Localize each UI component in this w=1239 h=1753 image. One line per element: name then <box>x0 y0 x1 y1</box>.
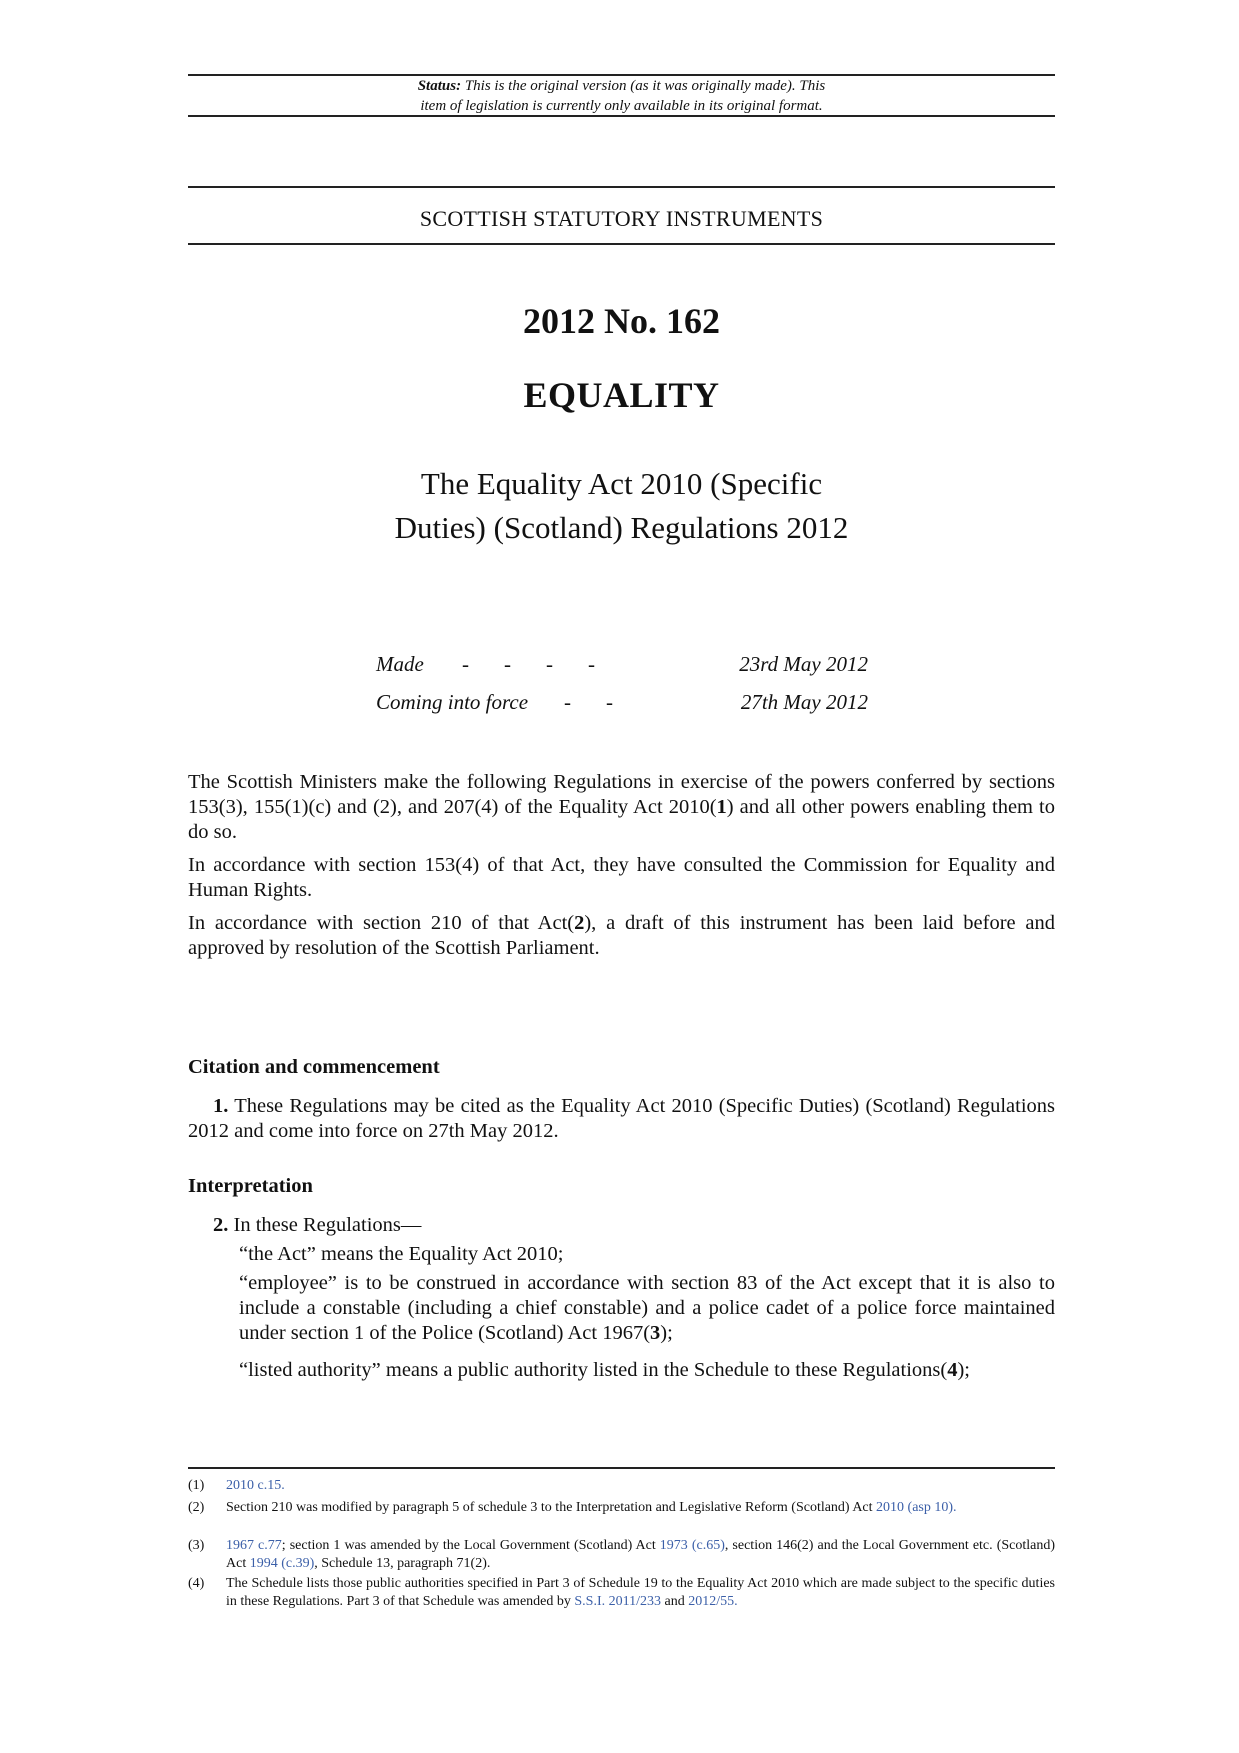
legislation-link[interactable]: 1994 (c.39) <box>249 1556 315 1571</box>
footnote-ref-4[interactable]: 4 <box>947 1359 958 1381</box>
preamble-p3-text-b: ), a draft of this instrument has been laid before and approved by resolution of the Scottish Parliament. <box>188 912 1055 959</box>
series-title: SCOTTISH STATUTORY INSTRUMENTS <box>419 206 824 231</box>
definition-employee-text-b: ); <box>660 1322 673 1344</box>
instrument-number: 2012 No. 162 <box>523 301 720 341</box>
legislation-link[interactable]: 2010 c.15. <box>226 1478 285 1493</box>
definition-listed-authority <box>239 1358 1055 1383</box>
footnote-ref-3[interactable]: 3 <box>650 1322 661 1344</box>
definition-listed-text-a: “listed authority” means a public authority listed in the Schedule to these Regulations( <box>239 1359 948 1381</box>
status-label: Status: <box>417 78 462 94</box>
made-dash-4: - <box>588 652 595 676</box>
legislation-link[interactable]: 2010 (asp 10). <box>876 1500 957 1515</box>
force-date: 27th May 2012 <box>740 690 868 714</box>
made-dash-3: - <box>546 652 553 676</box>
preamble-paragraph-2: In accordance with section 153(4) of that Act, they have consulted the Commission for Equality and Human Rights. <box>188 854 1055 901</box>
preamble-paragraph-1 <box>188 770 1055 845</box>
legislation-link[interactable]: 1967 c.77 <box>226 1538 282 1553</box>
footnote-text <box>226 1537 1055 1573</box>
preamble-p1-text-a: The Scottish Ministers make the following Regulations in exercise of the powers conferred by sections 153(3), 155(1)(c) and (2), and 207(4) of the Equality Act 2010( <box>188 771 1055 818</box>
definition-employee-text-a: “employee” is to be construed in accordance with section 83 of the Act except that it is also to include a constable (including a chief constable) and a police cadet of a police force maintained under section 1 of the Police (Scotland) Act 1967( <box>239 1272 1055 1344</box>
legislation-link[interactable]: 1973 (c.65) <box>659 1538 725 1553</box>
preamble-p3-text-a: In accordance with section 210 of that Act( <box>188 912 575 934</box>
citation-heading: Citation and commencement <box>188 1056 440 1078</box>
legislation-link[interactable]: 2012/55. <box>688 1594 738 1609</box>
regulation-1-number: 1. <box>213 1095 229 1117</box>
title-line-1: The Equality Act 2010 (Specific <box>420 466 823 501</box>
footnote-text <box>226 1575 1055 1611</box>
footnote-number: (1) <box>188 1478 205 1493</box>
made-date: 23rd May 2012 <box>739 652 868 676</box>
footnote-text-part: ; section 1 was amended by the Local Government (Scotland) Act <box>281 1538 660 1553</box>
instrument-title <box>188 462 1055 550</box>
made-label: Made <box>376 652 424 676</box>
force-dash-2: - <box>606 690 613 714</box>
made-dash-1: - <box>462 652 469 676</box>
regulation-2 <box>188 1213 1055 1238</box>
preamble-paragraph-3 <box>188 911 1055 961</box>
footnote-number: (4) <box>188 1576 205 1591</box>
subject-heading: EQUALITY <box>523 375 720 415</box>
footnote-text <box>226 1499 1055 1517</box>
footnote-number: (3) <box>188 1538 205 1553</box>
status-line-1: This is the original version (as it was originally made). This <box>464 78 826 94</box>
definition-listed-text-b: ); <box>957 1359 971 1381</box>
document-page <box>188 0 1055 1753</box>
title-line-2: Duties) (Scotland) Regulations 2012 <box>394 510 849 545</box>
footnote-text-part: and <box>660 1594 689 1609</box>
footnote-text <box>226 1477 1055 1495</box>
footnote-text-part: The Schedule lists those public authorities specified in Part 3 of Schedule 19 to the Equality Act 2010 which are made subject to the specific duties in these Regulations. Part 3 of that Schedule was amended by <box>226 1576 1055 1609</box>
footnote-number: (2) <box>188 1500 205 1515</box>
definition-the-act: “the Act” means the Equality Act 2010; <box>239 1243 564 1265</box>
footnote-text-part: , Schedule 13, paragraph 71(2). <box>314 1556 491 1571</box>
regulation-2-number: 2. <box>213 1214 229 1236</box>
regulation-1-text: These Regulations may be cited as the Equality Act 2010 (Specific Duties) (Scotland) Regulations 2012 and come into force on 27th May 2012. <box>188 1095 1055 1142</box>
legislation-link[interactable]: S.S.I. 2011/233 <box>574 1594 661 1609</box>
regulation-2-text: In these Regulations— <box>228 1214 422 1236</box>
series-bottom-rule <box>188 243 1055 245</box>
footnote-ref-1[interactable]: 1 <box>716 796 727 818</box>
preamble-p1-text-b: ) and all other powers enabling them to do so. <box>188 796 1055 843</box>
footnote-text-part: Section 210 was modified by paragraph 5 of schedule 3 to the Interpretation and Legislative Reform (Scotland) Act <box>226 1500 877 1515</box>
footnote-text-part: , section 146(2) and the Local Government etc. (Scotland) Act <box>226 1538 1056 1571</box>
force-label: Coming into force <box>376 690 529 714</box>
series-top-rule <box>188 186 1055 188</box>
status-line-2: item of legislation is currently only available in its original format. <box>420 98 823 114</box>
force-dash-1: - <box>564 690 571 714</box>
footnote-rule <box>188 1467 1055 1469</box>
footnote-ref-2[interactable]: 2 <box>574 912 585 934</box>
regulation-1 <box>188 1094 1055 1144</box>
made-dash-2: - <box>504 652 511 676</box>
status-notice <box>188 76 1055 116</box>
definition-employee <box>239 1271 1055 1346</box>
interpretation-heading: Interpretation <box>188 1175 313 1197</box>
status-bottom-rule <box>188 115 1055 117</box>
